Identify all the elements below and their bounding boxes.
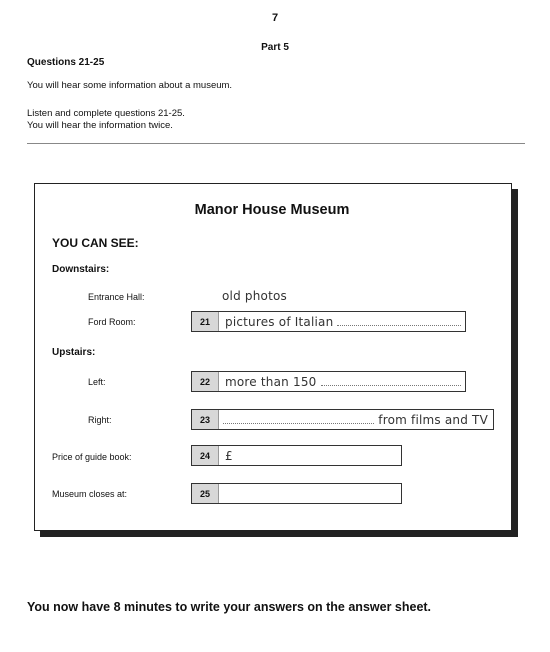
page-number: 7 bbox=[271, 12, 279, 24]
intro-text: You will hear some information about a museum. bbox=[27, 80, 233, 91]
question-number-23: 23 bbox=[192, 410, 219, 429]
answer-field-25[interactable] bbox=[191, 483, 402, 504]
question-number-25: 25 bbox=[192, 484, 219, 503]
question-number-24: 24 bbox=[192, 446, 219, 465]
form-title: Manor House Museum bbox=[194, 202, 350, 218]
answer-22-text: more than 150 bbox=[225, 374, 317, 389]
answer-23-text: from films and TV bbox=[378, 412, 488, 427]
upstairs-heading: Upstairs: bbox=[52, 347, 96, 358]
answer-22-dotted-line bbox=[321, 385, 462, 386]
answer-field-21[interactable] bbox=[191, 311, 466, 332]
questions-heading: Questions 21-25 bbox=[27, 57, 105, 68]
footer-instruction: You now have 8 minutes to write your answers on the answer sheet. bbox=[27, 600, 432, 614]
museum-closes-label: Museum closes at: bbox=[52, 489, 128, 499]
right-label: Right: bbox=[88, 415, 112, 425]
answer-field-23[interactable] bbox=[191, 409, 494, 430]
part-heading: Part 5 bbox=[261, 42, 289, 53]
left-label: Left: bbox=[88, 377, 106, 387]
guide-book-price-label: Price of guide book: bbox=[52, 452, 132, 462]
answer-21-text: pictures of Italian bbox=[225, 314, 334, 329]
question-number-21: 21 bbox=[192, 312, 219, 331]
answer-field-24[interactable] bbox=[191, 445, 402, 466]
answer-21-dotted-line bbox=[337, 325, 461, 326]
instruction-line-2: You will hear the information twice. bbox=[27, 120, 173, 131]
divider bbox=[27, 143, 525, 144]
answer-field-22[interactable] bbox=[191, 371, 466, 392]
entrance-hall-label: Entrance Hall: bbox=[88, 292, 145, 302]
ford-room-label: Ford Room: bbox=[88, 317, 136, 327]
question-number-22: 22 bbox=[192, 372, 219, 391]
answer-24-text: £ bbox=[225, 448, 233, 463]
downstairs-heading: Downstairs: bbox=[52, 264, 110, 275]
you-can-see-heading: YOU CAN SEE: bbox=[52, 236, 139, 250]
entrance-hall-answer: old photos bbox=[222, 289, 287, 303]
instruction-line-1: Listen and complete questions 21-25. bbox=[27, 108, 185, 119]
answer-23-dotted-line bbox=[223, 423, 374, 424]
